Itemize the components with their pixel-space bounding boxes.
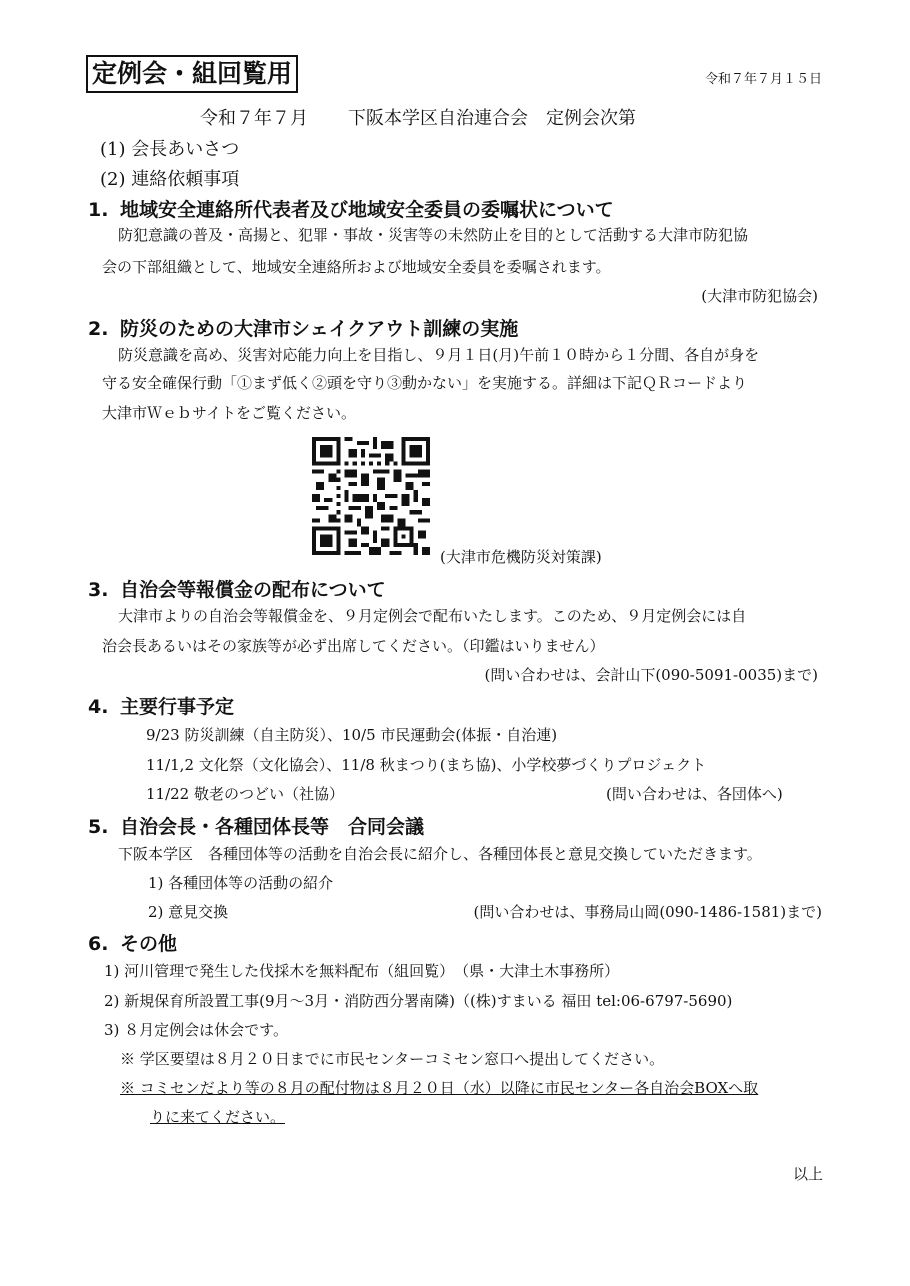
agenda-item: (1) 会長あいさつ [100,139,240,160]
paragraph-line: 大津市Ｗｅｂサイトをご覧ください。 [102,404,356,422]
note-line: ※ コミセンだより等の８月の配付物は８月２０日（水）以降に市民センター各自治会BOXへ取 [120,1079,759,1097]
paragraph-line: 守る安全確保行動「①まず低く②頭を守り③動かない」を実施する。詳細は下記ＱＲコードより [102,374,748,392]
source-note: (大津市危機防災対策課) [440,548,602,566]
source-note: (大津市防犯協会) [701,287,818,305]
section-number: 6. [88,933,109,955]
section-title: 防災のための大津市シェイクアウト訓練の実施 [120,318,519,340]
source-note: (問い合わせは、各団体へ) [606,785,783,803]
qr-code-icon [312,437,430,555]
schedule-line: 9/23 防災訓練（自主防災）、10/5 市民運動会(体振・自治連) [146,726,558,744]
paragraph-line: 大津市よりの自治会等報償金を、９月定例会で配布いたします。このため、９月定例会には自 [118,607,747,625]
document-date: 令和７年７月１５日 [704,72,822,87]
list-item: 3) ８月定例会は休会です。 [104,1021,288,1039]
list-item: 2) 新規保育所設置工事(9月～3月・消防西分署南隣)（(株)すまいる 福田 tel:06-6797-5690) [104,992,733,1010]
list-item: 1) 各種団体等の活動の紹介 [148,874,334,892]
section-heading [88,575,386,602]
source-note: (問い合わせは、会計山下(090-5091-0035)まで) [484,666,818,684]
paragraph-line: 下阪本学区 各種団体等の活動を自治会長に紹介し、各種団体長と意見交換していただきます。 [118,845,762,863]
section-title: 自治会長・各種団体長等 合同会議 [120,816,425,838]
section-title: その他 [120,933,178,955]
section-title: 地域安全連絡所代表者及び地域安全委員の委嘱状について [120,199,614,221]
paragraph-line: 防犯意識の普及・高揚と、犯罪・事故・災害等の未然防止を目的として活動する大津市防犯協 [118,226,749,244]
document-title: 定例会・組回覧用 [86,55,298,93]
section-number: 5. [88,816,109,838]
schedule-line: 11/22 敬老のつどい（社協） [146,785,344,803]
section-number: 1. [88,199,109,221]
closing-text: 以上 [792,1165,823,1183]
paragraph-line: 治会長あるいはその家族等が必ず出席してください。（印鑑はいりません） [102,637,605,655]
section-heading [88,195,614,222]
section-number: 2. [88,318,109,340]
section-title: 自治会等報償金の配布について [120,579,386,601]
section-heading [88,692,234,719]
section-heading [88,812,424,839]
note-line: ※ 学区要望は８月２０日までに市民センターコミセン窓口へ提出してください。 [120,1050,665,1068]
section-heading [88,314,518,341]
section-heading [88,929,177,956]
document-subtitle [200,104,636,130]
paragraph-line: 防災意識を高め、災害対応能力向上を目指し、９月１日(月)午前１０時から１分間、各自が身を [118,346,760,364]
subtitle-org: 下阪本学区自治連合会 定例会次第 [348,108,636,129]
section-number: 4. [88,696,109,718]
section-number: 3. [88,579,109,601]
schedule-line: 11/1,2 文化祭（文化協会）、11/8 秋まつり(まち協)、小学校夢づくりプロジェクト [146,756,707,774]
list-item: 1) 河川管理で発生した伐採木を無料配布（組回覧） （県・大津土木事務所） [104,962,620,980]
section-title: 主要行事予定 [120,696,235,718]
subtitle-date: 令和７年７月 [200,108,308,129]
agenda-item: (2) 連絡依頼事項 [100,169,240,190]
source-note: (問い合わせは、事務局山岡(090-1486-1581)まで) [473,903,822,921]
list-item: 2) 意見交換 [148,903,229,921]
paragraph-line: 会の下部組織として、地域安全連絡所および地域安全委員を委嘱されます。 [102,258,611,276]
note-line: りに来てください。 [150,1108,286,1126]
